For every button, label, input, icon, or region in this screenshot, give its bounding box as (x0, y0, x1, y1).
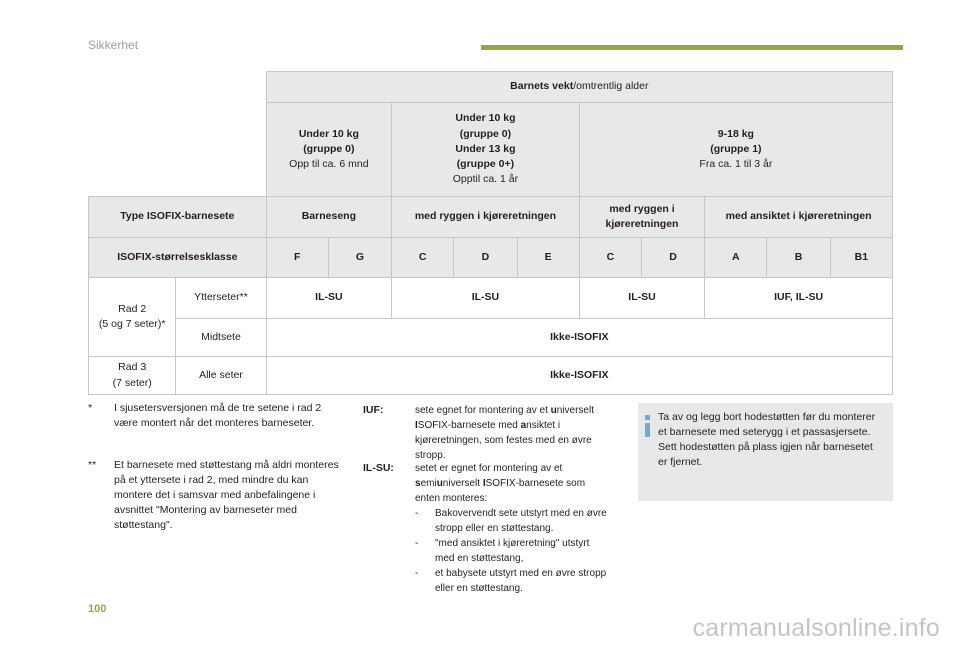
group-under10-under13: Under 10 kg (gruppe 0) Under 13 kg (gruppe 0+) Opptil ca. 1 år (392, 103, 580, 197)
group-under10-gruppe0: Under 10 kg (gruppe 0) Opp til ca. 6 mnd (266, 103, 391, 197)
type-cell: Barneseng (266, 197, 391, 238)
isofix-table (88, 71, 893, 395)
footnote-text: I sjusetersversjonen må de tre setene i rad 2 være montert når det monteres barneseter. (114, 402, 322, 429)
size-cell: D (641, 238, 704, 278)
size-cell: G (328, 238, 391, 278)
size-row-label: ISOFIX-størrelsesklasse (89, 238, 267, 278)
outer-seat-value: IL-SU (392, 278, 580, 319)
mounting-options-list (415, 506, 611, 596)
outer-seats-label: Ytterseter** (176, 278, 266, 319)
definition-iuf (363, 403, 625, 463)
type-row-label: Type ISOFIX-barnesete (89, 197, 267, 238)
size-cell: A (705, 238, 767, 278)
footnote-2 (88, 458, 348, 533)
footnote-1 (88, 401, 348, 431)
footnotes (88, 401, 348, 533)
list-item: - et babysete utstyrt med en øvre stropp eller en støttestang. (415, 568, 607, 594)
definition-text: sete egnet for montering av et universelt ISOFIX-barnesete med ansiktet i kjøreretningen, som festes med en øvre stropp. (415, 405, 594, 461)
type-cell: med ryggen i kjøreretningen (579, 197, 704, 238)
row3-label: Rad 3 (7 seter) (89, 357, 176, 395)
type-cell: med ryggen i kjøreretningen (392, 197, 580, 238)
definition-term: IL-SU: (363, 462, 394, 474)
row2-label: Rad 2 (5 og 7 seter)* (89, 278, 176, 357)
definition-il-su (363, 461, 625, 606)
group-9-18kg: 9-18 kg (gruppe 1) Fra ca. 1 til 3 år (579, 103, 892, 197)
definition-term: IUF: (363, 404, 384, 416)
size-cell: E (517, 238, 579, 278)
info-icon (645, 415, 650, 437)
outer-seat-value: IUF, IL-SU (705, 278, 893, 319)
middle-seat-label: Midtsete (176, 319, 266, 357)
middle-seat-value: Ikke-ISOFIX (266, 319, 892, 357)
type-cell: med ansiktet i kjøreretningen (705, 197, 893, 238)
info-box (638, 403, 893, 501)
all-seats-label: Alle seter (176, 357, 266, 395)
section-label: Sikkerhet (88, 38, 139, 52)
size-cell: C (579, 238, 641, 278)
size-cell: B1 (830, 238, 892, 278)
outer-seat-value: IL-SU (266, 278, 391, 319)
definition-text: setet er egnet for montering av et semiuniverselt ISOFIX-barnesete som enten monteres: - Bakovervendt sete utstyrt med en øvre stropp eller en støttestang. - "med ansiktet i kjøreretning" utstyrt med en støttestang, - et babysete utstyrt med en øvre stropp eller en støttestang. (415, 461, 611, 596)
footnote-mark: * (88, 402, 93, 414)
size-cell: B (767, 238, 830, 278)
size-cell: D (454, 238, 517, 278)
section-accent-bar (481, 45, 903, 50)
info-text-2: Sett hodestøtten på plass igjen når barnesetet er fjernet. (658, 441, 873, 468)
row3-value: Ikke-ISOFIX (266, 357, 892, 395)
table-corner (89, 72, 267, 197)
list-item: - Bakovervendt sete utstyrt med en øvre stropp eller en støttestang. (415, 508, 607, 534)
footnote-text: Et barnesete med støttestang må aldri monteres på et yttersete i rad 2, med mindre du kan montere det i samsvar med anbefalingene i avsnittet "Montering av barneseter med støttestang". (114, 459, 339, 531)
watermark: carmanualsonline.info (692, 614, 940, 642)
info-text-1: Ta av og legg bort hodestøtten før du monterer et barnesete med seterygg i et passasjersete. (658, 411, 876, 438)
outer-seat-value: IL-SU (579, 278, 704, 319)
list-item: - "med ansiktet i kjøreretning" utstyrt med en støttestang, (415, 538, 590, 564)
page-number: 100 (88, 603, 107, 615)
footnote-mark: ** (88, 459, 97, 471)
weight-header: Barnets vekt/omtrentlig alder (266, 72, 892, 103)
size-cell: F (266, 238, 328, 278)
size-cell: C (392, 238, 454, 278)
